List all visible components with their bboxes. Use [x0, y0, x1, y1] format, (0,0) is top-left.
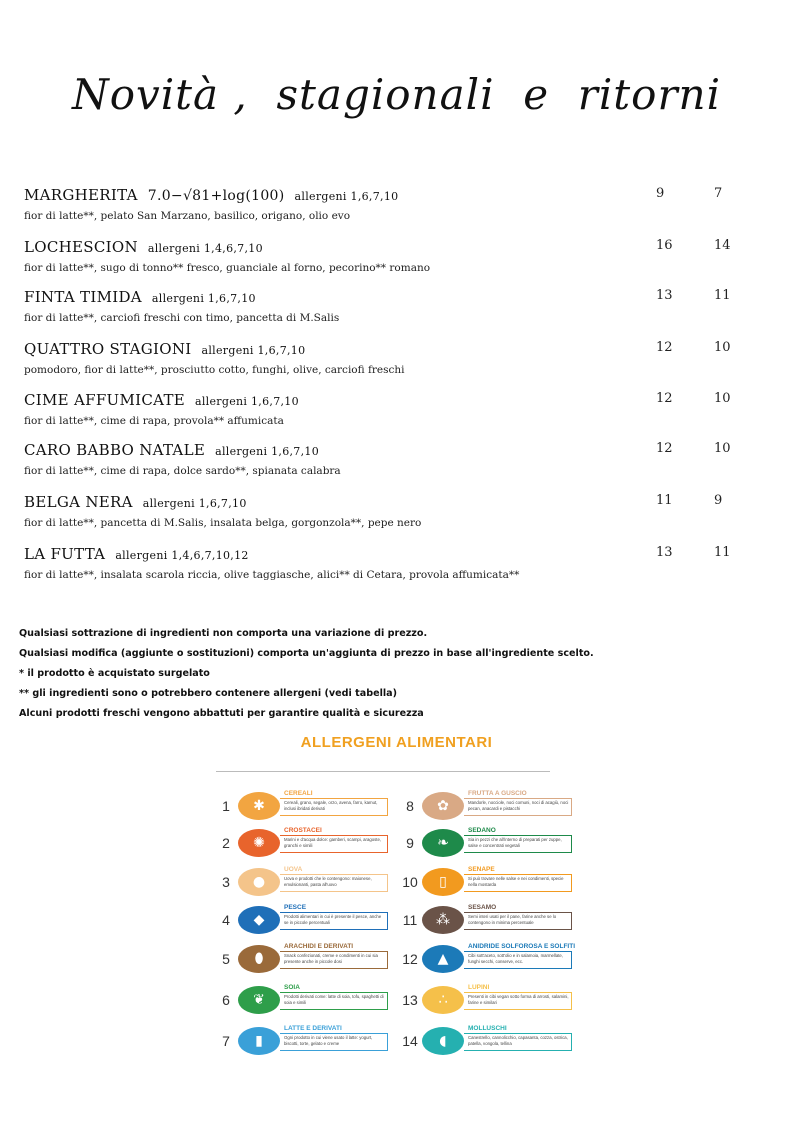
lupin-icon: ∴ [422, 986, 464, 1014]
item-name: LOCHESCION [24, 238, 138, 256]
item-allergens: allergeni 1,6,7,10 [151, 292, 256, 305]
menu-item [24, 545, 769, 591]
item-price-large: 13 [656, 545, 673, 560]
item-price-large: 12 [656, 340, 673, 355]
item-heading [24, 391, 299, 409]
allergen-label: LATTE E DERIVATI [284, 1025, 342, 1032]
note-line: Alcuni prodotti freschi vengono abbattuti per garantire qualità e sicurezza [19, 708, 424, 719]
item-price-small: 14 [714, 238, 731, 253]
item-name: QUATTRO STAGIONI [24, 340, 192, 358]
item-price-large: 16 [656, 238, 673, 253]
page-title: Novità , stagionali e ritorni [71, 70, 722, 119]
note-line: * il prodotto è acquistato surgelato [19, 668, 210, 679]
allergen-label: UOVA [284, 866, 303, 873]
item-allergens: allergeni 1,6,7,10 [142, 497, 247, 510]
allergens-divider [216, 771, 550, 772]
allergen-number: 5 [222, 951, 230, 967]
peanut-icon: ⬮ [238, 945, 280, 973]
allergen-label: SEDANO [468, 827, 496, 834]
item-heading [24, 493, 247, 511]
allergen-row [216, 943, 396, 977]
allergen-row [400, 904, 580, 938]
allergen-number: 10 [402, 874, 418, 890]
allergen-row [400, 790, 580, 824]
allergen-number: 2 [222, 835, 230, 851]
fish-icon: ◆ [238, 906, 280, 934]
allergen-number: 12 [402, 951, 418, 967]
allergen-row [216, 866, 396, 900]
allergen-row [400, 827, 580, 861]
allergen-label: SOIA [284, 984, 300, 991]
allergen-number: 14 [402, 1033, 418, 1049]
flask-icon: ▲ [422, 945, 464, 973]
item-allergens: allergeni 1,6,7,10 [195, 395, 299, 408]
allergen-description: Ogni prodotto in cui viene usato il latte: yogurt, biscotti, torte, gelato e creme [280, 1033, 388, 1051]
allergen-number: 9 [406, 835, 414, 851]
allergen-label: FRUTTA A GUSCIO [468, 790, 527, 797]
item-description: fior di latte**, sugo di tonno** fresco, guanciale al forno, pecorino** romano [24, 262, 431, 274]
allergen-description: Presenti in cibi vegan sotto forma di arrosti, salamini, farine e similari [464, 992, 572, 1010]
item-name: MARGHERITA [24, 186, 138, 204]
mustard-icon: ▯ [422, 868, 464, 896]
item-heading [24, 288, 256, 306]
allergen-label: SESAMO [468, 904, 497, 911]
lobster-icon: ✺ [238, 829, 280, 857]
item-price-large: 12 [656, 441, 673, 456]
item-allergens: allergeni 1,6,7,10 [201, 344, 306, 357]
wheat-icon: ✱ [238, 792, 280, 820]
allergen-description: Cibi sott'aceto, sott'olio e in salamoia, marmellate, funghi secchi, conserve, ecc. [464, 951, 572, 969]
allergen-description: Snack confezionati, creme e condimenti in cui sia presente anche in piccole dosi [280, 951, 388, 969]
allergen-row [216, 1025, 396, 1059]
item-description: pomodoro, fior di latte**, prosciutto cotto, funghi, olive, carciofi freschi [24, 364, 405, 376]
soy-icon: ❦ [238, 986, 280, 1014]
allergen-number: 6 [222, 992, 230, 1008]
allergen-row [216, 904, 396, 938]
allergen-row [400, 943, 580, 977]
allergen-number: 4 [222, 912, 230, 928]
item-description: fior di latte**, carciofi freschi con timo, pancetta di M.Salis [24, 312, 340, 324]
item-description: fior di latte**, pelato San Marzano, basilico, origano, olio evo [24, 210, 351, 222]
allergen-description: Prodotti derivati come: latte di soia, tofu, spaghetti di soia e simili [280, 992, 388, 1010]
item-price-small: 10 [714, 340, 731, 355]
allergen-number: 1 [222, 798, 230, 814]
sesame-icon: ⁂ [422, 906, 464, 934]
menu-item [24, 186, 769, 232]
egg-icon: ● [238, 868, 280, 896]
item-heading [24, 441, 319, 459]
allergen-description: Prodotti alimentari in cui è presente il pesce, anche se in piccole percentuali [280, 912, 388, 930]
allergen-row [216, 790, 396, 824]
allergen-label: LUPINI [468, 984, 490, 991]
item-allergens: allergeni 1,4,6,7,10 [147, 242, 263, 255]
item-allergens: allergeni 1,4,6,7,10,12 [115, 549, 249, 562]
allergen-label: CROSTACEI [284, 827, 322, 834]
note-line: Qualsiasi sottrazione di ingredienti non comporta una variazione di prezzo. [19, 628, 428, 639]
item-price-small: 9 [714, 493, 723, 508]
item-price-small: 10 [714, 391, 731, 406]
note-line: Qualsiasi modifica (aggiunte o sostituzioni) comporta un'aggiunta di prezzo in base all'ingrediente scelto. [19, 648, 594, 659]
allergen-description: Marini e d'acqua dolce: gamberi, scampi, aragoste, granchi e simili [280, 835, 388, 853]
allergen-row [400, 1025, 580, 1059]
allergen-row [216, 827, 396, 861]
allergen-description: Semi interi usati per il pane, farine anche se lo contengono in minima percentuale [464, 912, 572, 930]
allergen-row [400, 866, 580, 900]
allergen-label: SENAPE [468, 866, 495, 873]
allergen-number: 3 [222, 874, 230, 890]
menu-item [24, 288, 769, 334]
milk-icon: ▮ [238, 1027, 280, 1055]
item-heading [24, 340, 305, 358]
allergen-label: MOLLUSCHI [468, 1025, 507, 1032]
item-price-large: 12 [656, 391, 673, 406]
menu-item [24, 391, 769, 437]
allergen-description: Si può trovare nelle salse e nei condimenti, specie nella mostarda [464, 874, 572, 892]
item-price-small: 10 [714, 441, 731, 456]
celery-icon: ❧ [422, 829, 464, 857]
allergen-label: ANIDRIDE SOLFOROSA E SOLFITI [468, 943, 576, 950]
allergen-number: 11 [402, 912, 418, 928]
menu-item [24, 238, 769, 284]
item-description: fior di latte**, cime di rapa, dolce sardo**, spianata calabra [24, 465, 341, 477]
item-description: fior di latte**, cime di rapa, provola** affumicata [24, 415, 284, 427]
item-price-large: 11 [656, 493, 673, 508]
allergen-label: ARACHIDI E DERIVATI [284, 943, 354, 950]
allergen-description: Sia in pezzi che all'interno di preparati per zuppe, salse e concentrati vegetali [464, 835, 572, 853]
item-heading [24, 238, 263, 256]
item-price-large: 13 [656, 288, 673, 303]
item-heading [24, 186, 398, 204]
allergen-description: Cereali, grano, segale, orzo, avena, farro, kamut, inclusi ibridati derivati [280, 798, 388, 816]
allergen-label: PESCE [284, 904, 307, 911]
allergen-label: CEREALI [284, 790, 313, 797]
menu-item [24, 340, 769, 386]
item-allergens: allergeni 1,6,7,10 [215, 445, 319, 458]
allergen-number: 13 [402, 992, 418, 1008]
item-description: fior di latte**, insalata scarola riccia, olive taggiasche, alici** di Cetara, provola affumicata** [24, 569, 520, 581]
allergen-number: 7 [222, 1033, 230, 1049]
allergen-row [216, 984, 396, 1018]
item-price-small: 11 [714, 288, 731, 303]
item-price-large: 9 [656, 186, 665, 201]
allergen-description: Uova e prodotti che le contengono: maionese, emulsionanti, pasta all'uovo [280, 874, 388, 892]
item-formula: 7.0−√81+log(100) [147, 188, 285, 204]
item-name: FINTA TIMIDA [24, 288, 142, 306]
allergen-row [400, 984, 580, 1018]
menu-item [24, 441, 769, 487]
item-price-small: 7 [714, 186, 723, 201]
item-description: fior di latte**, pancetta di M.Salis, insalata belga, gorgonzola**, pepe nero [24, 517, 422, 529]
item-price-small: 11 [714, 545, 731, 560]
allergen-number: 8 [406, 798, 414, 814]
note-line: ** gli ingredienti sono o potrebbero contenere allergeni (vedi tabella) [19, 688, 398, 699]
item-name: CIME AFFUMICATE [24, 391, 185, 409]
notes [19, 624, 594, 724]
item-heading [24, 545, 249, 563]
allergen-description: Canestrello, cannolicchio, capasanta, cozza, ostrica, patella, vongola, tellina [464, 1033, 572, 1051]
shell-icon: ◖ [422, 1027, 464, 1055]
nut-icon: ✿ [422, 792, 464, 820]
menu-item [24, 493, 769, 539]
item-name: BELGA NERA [24, 493, 133, 511]
item-allergens: allergeni 1,6,7,10 [294, 190, 399, 203]
allergen-description: Mandorle, nocciole, noci comuni, noci di acagiù, noci pecan, anacardi e pistacchi [464, 798, 572, 816]
item-name: CARO BABBO NATALE [24, 441, 206, 459]
item-name: LA FUTTA [24, 545, 106, 563]
allergens-title: ALLERGENI ALIMENTARI [300, 734, 493, 751]
